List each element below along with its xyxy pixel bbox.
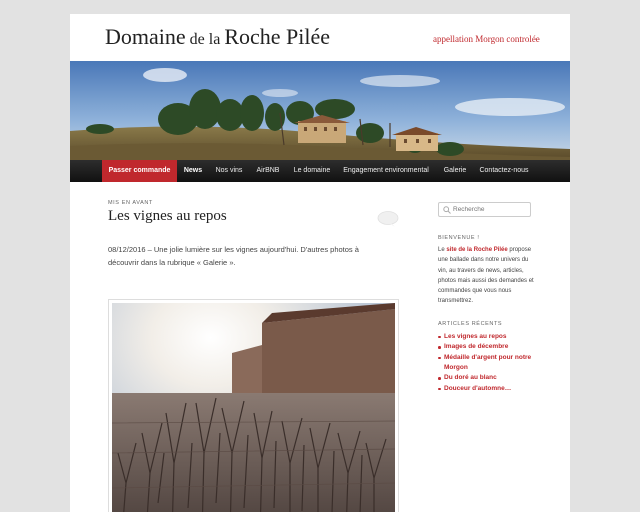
site-tagline: appellation Morgon controlée	[433, 34, 540, 44]
recent-posts-list	[438, 332, 534, 394]
nav-item-news[interactable]: News	[183, 167, 203, 174]
featured-label: MIS EN AVANT	[108, 200, 153, 206]
nav-item-contactez-nous[interactable]: Contactez-nous	[479, 167, 529, 174]
nav-item-airbnb[interactable]: AirBNB	[256, 167, 280, 174]
search-icon	[443, 206, 451, 214]
site-title-word-dela: de la	[189, 31, 221, 48]
welcome-site-link[interactable]: site de la Roche Pilée	[446, 247, 508, 253]
nav-item-passer-commande[interactable]: Passer commande	[102, 160, 177, 182]
search-box[interactable]	[438, 202, 531, 217]
post-body-text: – Une jolie lumière sur les vignes aujourd'hui. D'autres photos à découvrir dans la rubrique « Galerie ».	[108, 245, 359, 267]
recent-post-link[interactable]: Douceur d'automne…	[438, 384, 534, 394]
recent-post-link[interactable]: Du doré au blanc	[438, 373, 534, 383]
comment-bubble-icon[interactable]	[377, 211, 399, 227]
nav-item-galerie[interactable]: Galerie	[443, 167, 467, 174]
main-navigation	[70, 160, 570, 182]
recent-post-link[interactable]: Images de décembre	[438, 342, 534, 352]
post-body	[108, 244, 368, 269]
recent-post-link[interactable]: Médaille d'argent pour notre Morgon	[438, 353, 534, 373]
site-title-word-domaine: Domaine	[105, 24, 186, 49]
search-input[interactable]	[453, 203, 529, 216]
welcome-text-post: propose une ballade dans notre univers du vin, au travers de news, articles, photos mais aussi des demandes et commandes que vous nous transmettrez.	[438, 247, 534, 305]
sidebar	[438, 202, 534, 394]
site-header	[70, 14, 570, 61]
welcome-widget-title: BIENVENUE !	[438, 235, 480, 241]
post-photo[interactable]	[108, 299, 399, 512]
recent-posts-title: ARTICLES RÉCENTS	[438, 320, 503, 327]
post-date: 08/12/2016	[108, 245, 146, 254]
header-banner-image[interactable]	[70, 61, 570, 160]
recent-post-link[interactable]: Les vignes au repos	[438, 332, 534, 342]
welcome-widget-text	[438, 245, 534, 307]
page-container	[70, 14, 570, 512]
welcome-text-pre: Le	[438, 247, 447, 253]
site-title[interactable]	[105, 24, 330, 50]
nav-item-engagement-environmental[interactable]: Engagement environmental	[343, 167, 429, 174]
site-title-word-roche: Roche Pilée	[224, 24, 331, 49]
nav-item-nos-vins[interactable]: Nos vins	[215, 167, 243, 174]
main-content	[108, 200, 400, 269]
post-title[interactable]: Les vignes au repos	[108, 208, 227, 224]
nav-item-le-domaine[interactable]: Le domaine	[293, 167, 331, 174]
